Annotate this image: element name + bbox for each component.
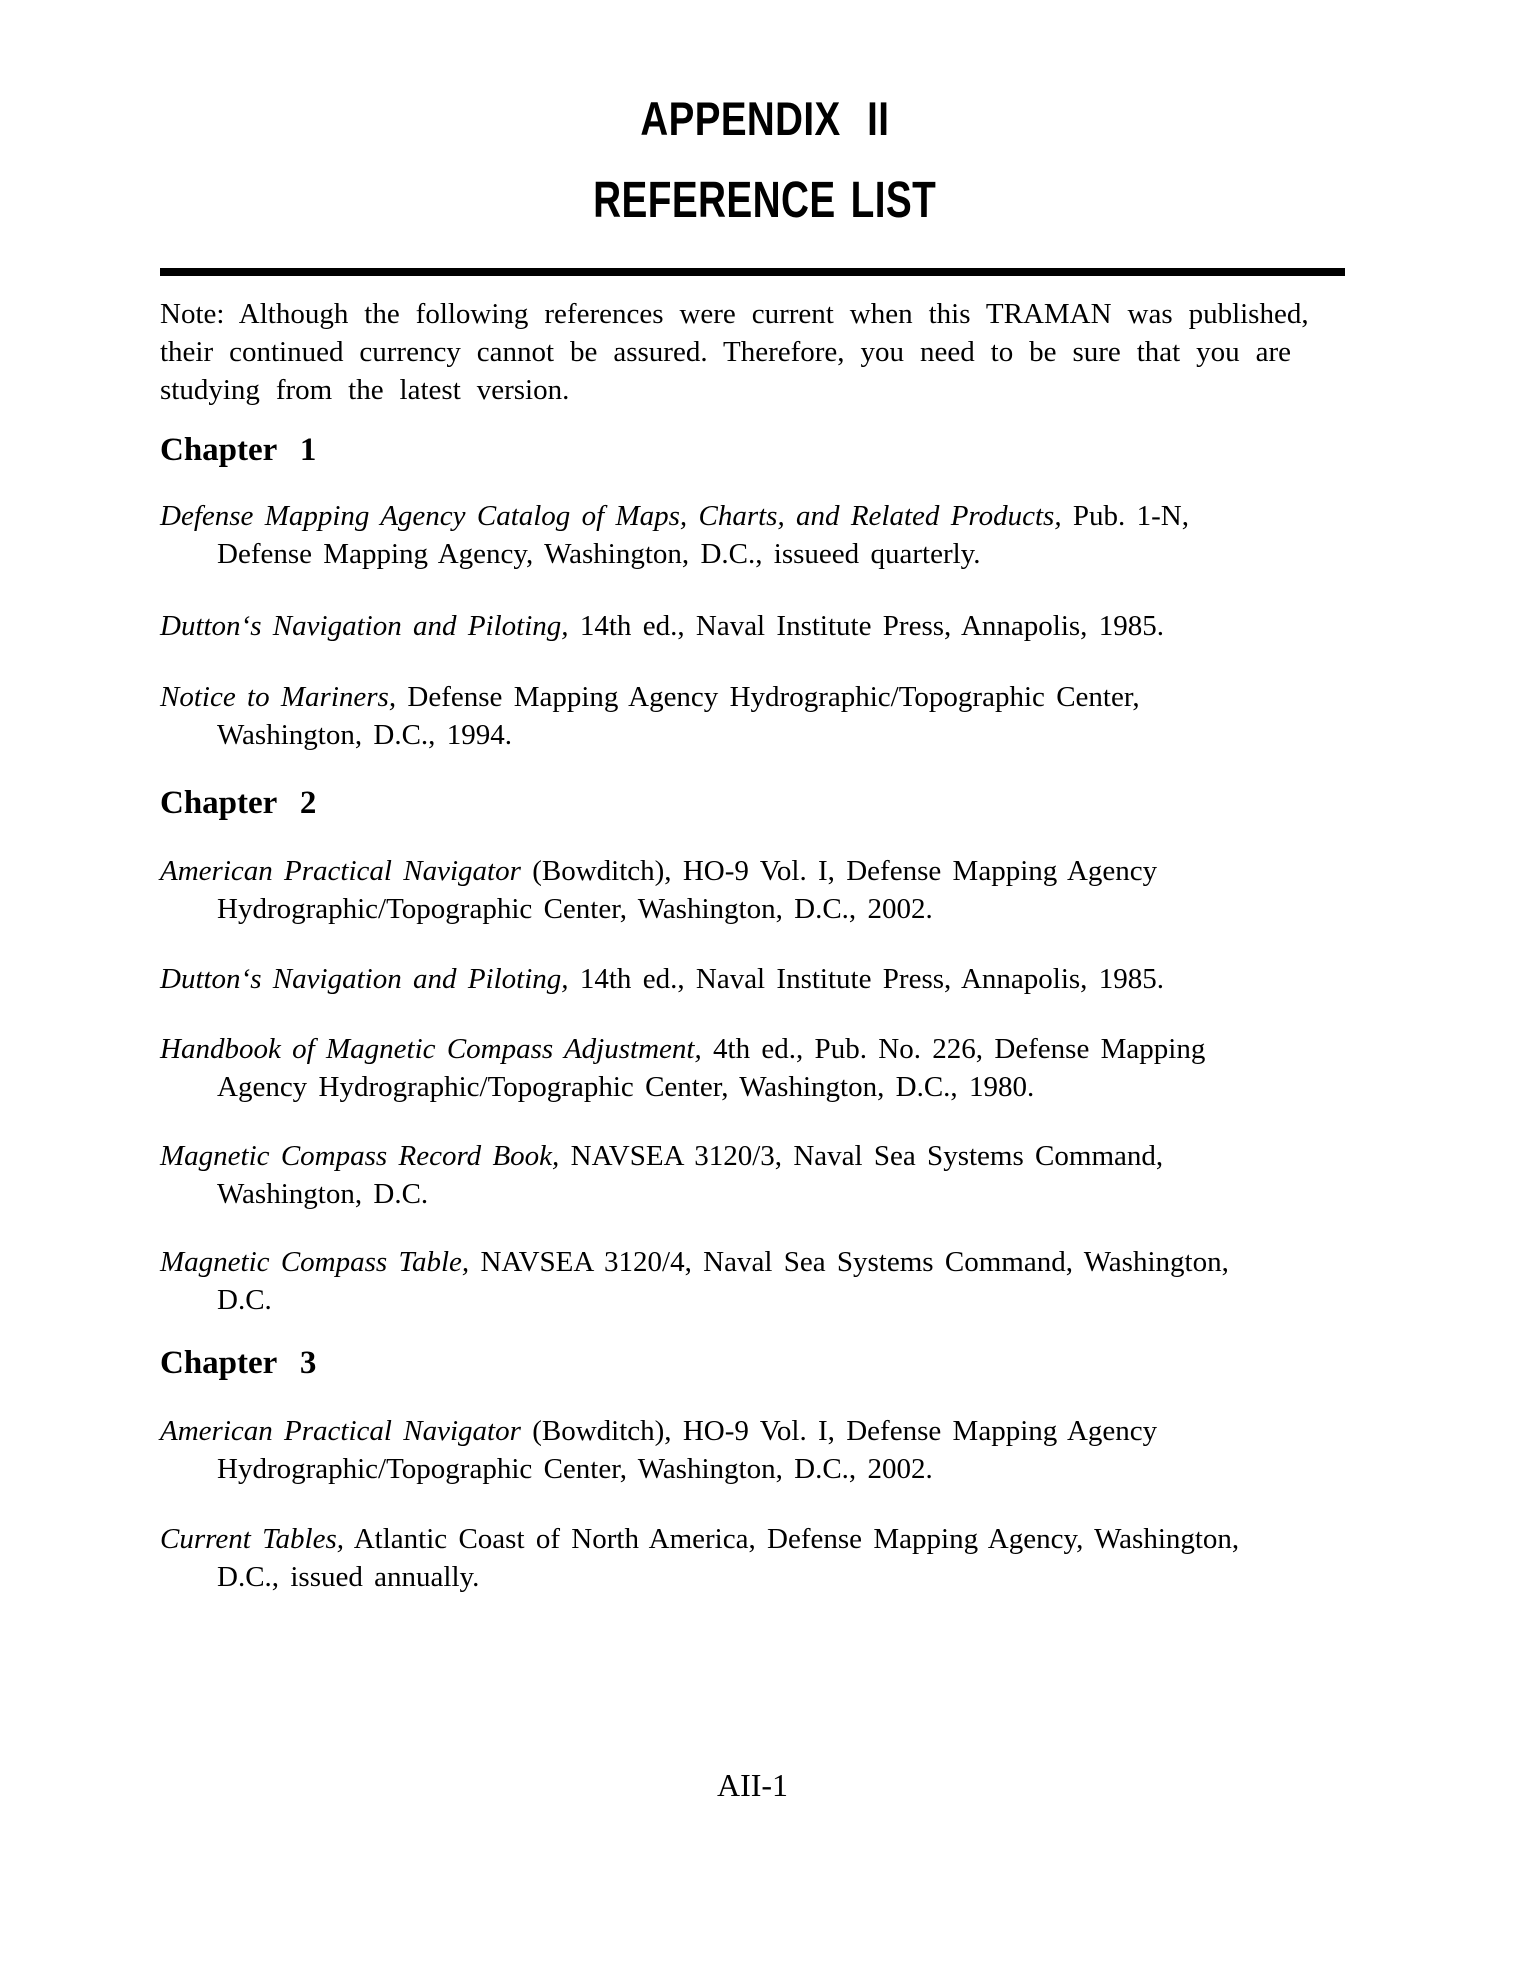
reference-line: Handbook of Magnetic Compass Adjustment, 4th ed., Pub. No. 226, Defense Mapping [160, 1033, 1206, 1065]
page-title-reference-list [0, 171, 1530, 228]
footer-page-number: AII-1 [716, 1767, 789, 1803]
section-heading-chapter-3: Chapter 3 [160, 1345, 317, 1381]
page-title-appendix-text: APPENDIX II [640, 92, 890, 145]
reference-line: Agency Hydrographic/Topographic Center, Washington, D.C., 1980. [217, 1071, 1035, 1103]
reference-line: Current Tables, Atlantic Coast of North America, Defense Mapping Agency, Washington, [160, 1523, 1240, 1555]
reference-entry [160, 960, 1390, 998]
reference-line: D.C. [217, 1284, 272, 1316]
note-line: Note: Although the following references were current when this TRAMAN was published, [160, 298, 1309, 330]
note-line: their continued currency cannot be assured. Therefore, you need to be sure that you are [160, 336, 1292, 368]
reference-line: American Practical Navigator (Bowditch), HO-9 Vol. I, Defense Mapping Agency [160, 855, 1158, 887]
reference-entry [160, 852, 1390, 928]
reference-line: Washington, D.C. [217, 1178, 429, 1210]
reference-line: American Practical Navigator (Bowditch), HO-9 Vol. I, Defense Mapping Agency [160, 1415, 1158, 1447]
reference-line: Washington, D.C., 1994. [217, 719, 512, 751]
reference-line: D.C., issued annually. [217, 1561, 480, 1593]
reference-entry [160, 1243, 1390, 1319]
reference-entry [160, 497, 1390, 573]
reference-entry [160, 1412, 1390, 1488]
reference-line: Hydrographic/Topographic Center, Washington, D.C., 2002. [217, 893, 933, 925]
reference-line: Notice to Mariners, Defense Mapping Agency Hydrographic/Topographic Center, [160, 681, 1140, 713]
page-title-reference-list-text: REFERENCE LIST [593, 171, 937, 228]
reference-entry [160, 1030, 1390, 1106]
reference-line: Hydrographic/Topographic Center, Washington, D.C., 2002. [217, 1453, 933, 1485]
page-title-appendix [0, 92, 1530, 145]
reference-line: Defense Mapping Agency, Washington, D.C., issueed quarterly. [217, 538, 981, 570]
divider-rule [160, 268, 1345, 276]
section-heading-chapter-1: Chapter 1 [160, 432, 317, 468]
reference-entry [160, 678, 1390, 754]
section-heading-chapter-2: Chapter 2 [160, 785, 317, 821]
reference-entry [160, 1520, 1390, 1596]
reference-line: Dutton‘s Navigation and Piloting, 14th ed., Naval Institute Press, Annapolis, 1985. [160, 610, 1164, 642]
reference-entry [160, 607, 1390, 645]
reference-line: Defense Mapping Agency Catalog of Maps, Charts, and Related Products, Pub. 1-N, [160, 500, 1189, 532]
note-paragraph [160, 295, 1390, 409]
reference-line: Magnetic Compass Record Book, NAVSEA 3120/3, Naval Sea Systems Command, [160, 1140, 1164, 1172]
note-line: studying from the latest version. [160, 374, 570, 406]
reference-entry [160, 1137, 1390, 1213]
reference-line: Magnetic Compass Table, NAVSEA 3120/4, Naval Sea Systems Command, Washington, [160, 1246, 1229, 1278]
reference-line: Dutton‘s Navigation and Piloting, 14th ed., Naval Institute Press, Annapolis, 1985. [160, 963, 1164, 995]
